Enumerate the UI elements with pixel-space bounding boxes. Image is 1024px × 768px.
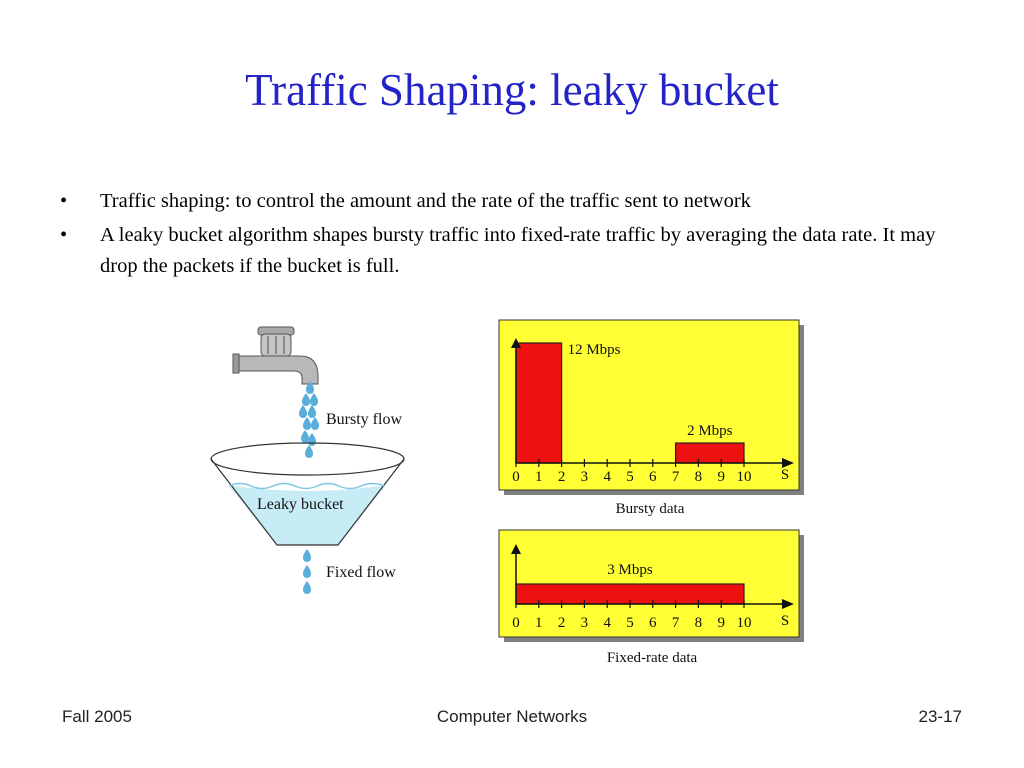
water-drop xyxy=(303,565,311,578)
water-drop xyxy=(303,549,311,562)
x-tick-label: 6 xyxy=(649,469,657,485)
fixed-flow-label: Fixed flow xyxy=(326,564,396,581)
water-drops-icon xyxy=(303,549,311,594)
bursty-data-chart xyxy=(499,320,804,495)
x-tick-label: 5 xyxy=(626,615,634,631)
x-tick-label: 0 xyxy=(512,615,520,631)
water-drops-icon xyxy=(299,381,319,458)
x-tick-label: 8 xyxy=(694,615,703,631)
bullet-text: Traffic shaping: to control the amount and the rate of the traffic sent to network xyxy=(100,190,751,212)
x-tick-label: 0 xyxy=(512,469,520,485)
x-tick-label: 3 xyxy=(580,615,589,631)
leaky-bucket-label: Leaky bucket xyxy=(257,496,344,513)
chart-title: Bursty data xyxy=(615,501,685,517)
water-drop xyxy=(302,393,310,406)
x-tick-label: 7 xyxy=(671,615,680,631)
water-drop xyxy=(301,430,309,443)
chart-title: Fixed-rate data xyxy=(606,650,698,666)
bar-label: 12 Mbps xyxy=(567,342,621,358)
leaky-bucket-icon xyxy=(211,443,404,545)
x-tick-label: 4 xyxy=(603,469,611,485)
water-drop xyxy=(311,417,319,430)
bursty-flow-label: Bursty flow xyxy=(326,411,402,428)
x-tick-label: 2 xyxy=(557,615,566,631)
water-drop xyxy=(303,581,311,594)
water-drop xyxy=(305,445,313,458)
water-drop xyxy=(303,417,311,430)
bar-label: 2 Mbps xyxy=(687,423,733,439)
x-tick-label: 5 xyxy=(626,469,634,485)
bullet-dot: • xyxy=(60,190,68,212)
x-tick-label: 10 xyxy=(736,615,752,631)
x-tick-label: 3 xyxy=(580,469,589,485)
chart-bar xyxy=(676,443,744,463)
x-tick-label: 9 xyxy=(717,469,725,485)
water-drop xyxy=(308,405,316,418)
x-tick-label: 8 xyxy=(694,469,703,485)
x-tick-label: 6 xyxy=(649,615,657,631)
water-drop xyxy=(308,433,316,446)
water-drop xyxy=(310,393,318,406)
faucet-icon xyxy=(233,327,318,384)
x-tick-label: 10 xyxy=(736,469,752,485)
fixed-rate-data-chart xyxy=(499,530,804,642)
bar-label: 3 Mbps xyxy=(607,562,653,578)
bullet-text: A leaky bucket algorithm shapes bursty traffic into fixed-rate traffic by averaging the data rate. It may drop the packets if the bucket is full. xyxy=(100,224,936,277)
x-axis-unit-label: S xyxy=(780,613,790,629)
x-tick-label: 4 xyxy=(603,615,611,631)
x-tick-label: 7 xyxy=(671,469,680,485)
footer-date: Fall 2005 xyxy=(62,707,132,726)
slide-title: Traffic Shaping: leaky bucket xyxy=(245,65,779,115)
footer-page-number: 23-17 xyxy=(918,707,962,726)
x-tick-label: 2 xyxy=(557,469,566,485)
footer-course: Computer Networks xyxy=(436,707,588,726)
x-tick-label: 9 xyxy=(717,615,725,631)
x-axis-unit-label: S xyxy=(780,467,790,483)
x-tick-label: 1 xyxy=(535,469,543,485)
bullet-dot: • xyxy=(60,224,68,246)
water-drop xyxy=(299,405,307,418)
x-tick-label: 1 xyxy=(535,615,543,631)
chart-bar xyxy=(516,343,562,463)
